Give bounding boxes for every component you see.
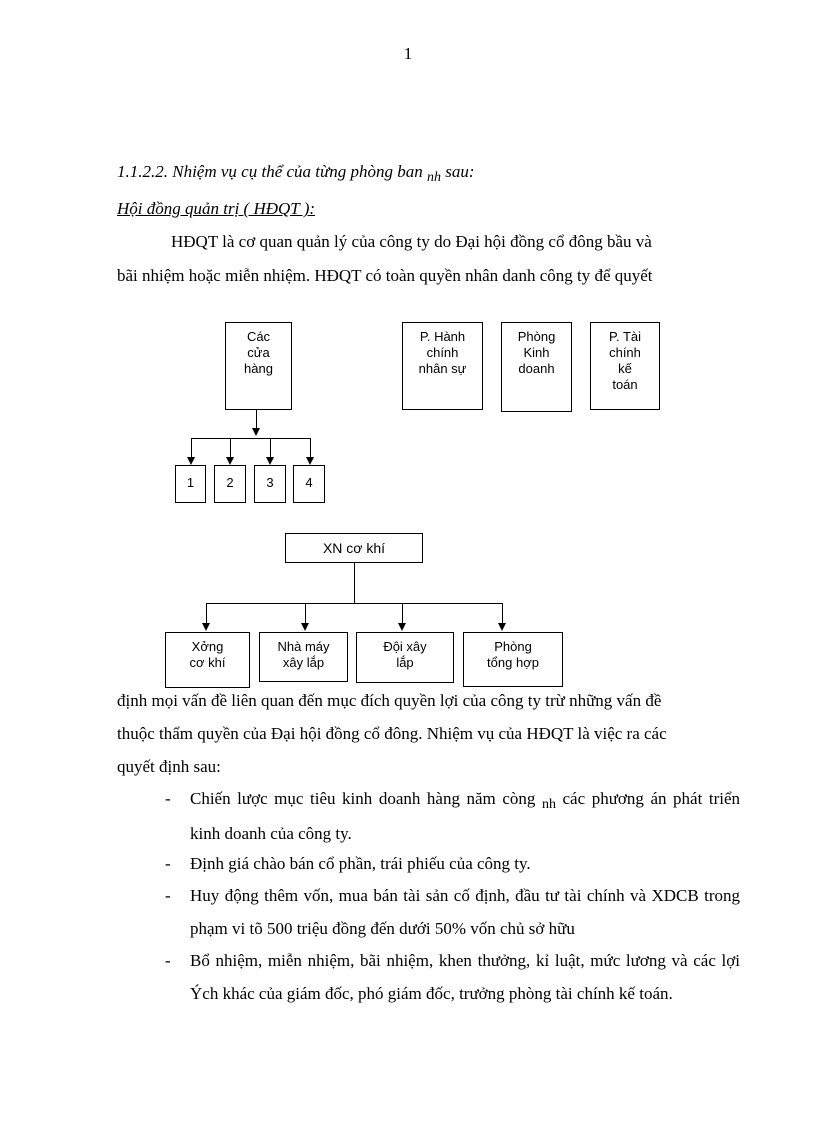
connector-line [206, 603, 207, 624]
arrow-down-icon [301, 623, 309, 631]
connector-line [354, 563, 355, 604]
bullet-item: Định giá chào bán cổ phần, trái phiếu của công ty. [190, 854, 531, 873]
store-number: 3 [266, 475, 274, 490]
connector-line [402, 603, 403, 624]
paragraph1-line2: bãi nhiệm hoặc miễn nhiệm. HĐQT có toàn quyền nhân danh công ty để quyết [117, 266, 653, 285]
stores-label-line: Các [246, 329, 271, 344]
connector-line [305, 603, 306, 624]
bullet-dash: - [165, 789, 171, 808]
bullet-dash: - [165, 886, 171, 905]
arrow-down-icon [187, 457, 195, 465]
heading-tail: sau: [441, 162, 475, 181]
connector-line [310, 438, 311, 458]
mechanical-box [285, 533, 423, 563]
arrow-down-icon [398, 623, 406, 631]
arrow-down-icon [266, 457, 274, 465]
bullet-text: Chiến lược mục tiêu kinh doanh hàng năm còng [190, 789, 536, 808]
arrow-down-icon [202, 623, 210, 631]
bullet-tail: các phương án phát triển kinh doanh của công ty. [190, 789, 741, 843]
dept-label-line: chính [426, 345, 459, 360]
store-number: 1 [186, 475, 195, 490]
heading-main: 1.1.2.2. Nhiệm vụ cụ thể của từng phòng ban [117, 162, 423, 181]
dept-label-line: doanh [518, 361, 555, 376]
stores-label-line: hàng [244, 361, 273, 376]
mech-box-factory [259, 632, 348, 682]
dept-label-line: kế [618, 361, 632, 376]
mech-box-team [356, 632, 454, 683]
section-heading [117, 162, 475, 185]
mech-label-line: xây lắp [282, 655, 325, 670]
dept-box-hr [402, 322, 483, 410]
paragraph2-line3: quyết định sau: [117, 757, 221, 776]
dept-label-line: toán [612, 377, 638, 392]
dept-label-line: P. Tài [608, 329, 642, 344]
mech-label-line: Đội xây [383, 639, 427, 654]
stores-label-line: cửa [247, 345, 270, 360]
mech-box-general [463, 632, 563, 687]
connector-line [502, 603, 503, 624]
mech-label-line: lắp [396, 655, 414, 670]
store-box-4 [293, 465, 325, 503]
paragraph1-line1: HĐQT là cơ quan quản lý của công ty do Đại hội đồng cổ đông bầu và [171, 232, 652, 251]
dept-label-line: nhân sự [418, 361, 467, 376]
dept-label-line: Kinh [523, 345, 550, 360]
connector-line [230, 438, 231, 458]
dept-label-line: Phòng [517, 329, 556, 344]
paragraph2-line1: định mọi vấn đề liên quan đến mục đích quyền lợi của công ty trừ những vấn đề [117, 691, 662, 710]
bullet-sub: nh [541, 797, 556, 812]
mechanical-label: XN cơ khí [322, 540, 386, 556]
arrow-down-icon [306, 457, 314, 465]
dept-box-finance [590, 322, 660, 410]
heading-sub: nh [427, 170, 442, 185]
stores-box [225, 322, 292, 410]
store-number: 4 [305, 475, 313, 490]
mech-label-line: tổng hợp [487, 655, 539, 670]
connector-line [206, 603, 503, 604]
store-box-2 [214, 465, 246, 503]
mech-label-line: cơ khí [189, 655, 226, 670]
bullet-item [190, 782, 740, 850]
store-box-1 [175, 465, 206, 503]
bullet-item: Huy động thêm vốn, mua bán tài sản cố định, đầu tư tài chính và XDCB trong phạm vi tõ 500 triệu đồng đến dưới 50% vốn chủ sở hữu [190, 886, 740, 938]
store-number: 2 [226, 475, 234, 490]
page-number: 1 [403, 44, 413, 63]
mech-box-workshop [165, 632, 250, 688]
bullet-dash: - [165, 951, 171, 970]
store-box-3 [254, 465, 286, 503]
arrow-down-icon [226, 457, 234, 465]
connector-line [270, 438, 271, 458]
dept-box-business [501, 322, 572, 412]
paragraph2-line2: thuộc thẩm quyền của Đại hội đồng cổ đông. Nhiệm vụ của HĐQT là việc ra các [117, 724, 667, 743]
dept-label-line: chính [609, 345, 641, 360]
connector-line [191, 438, 192, 458]
connector-line [256, 410, 257, 428]
mech-label-line: Xởng [191, 639, 224, 654]
arrow-down-icon [252, 428, 260, 436]
dept-label-line: P. Hành [419, 329, 466, 344]
arrow-down-icon [498, 623, 506, 631]
mech-label-line: Phòng [494, 639, 532, 654]
bullet-dash: - [165, 854, 171, 873]
connector-line [191, 438, 310, 439]
mech-label-line: Nhà máy [277, 639, 330, 654]
bullet-item: Bổ nhiệm, miễn nhiệm, bãi nhiệm, khen thưởng, kỉ luật, mức lương và các lợi Ých khác của giám đốc, phó giám đốc, trưởng phòng tài chính kế toán. [190, 951, 740, 1003]
subheading-hdqt: Hội đồng quản trị ( HĐQT ): [117, 199, 316, 218]
